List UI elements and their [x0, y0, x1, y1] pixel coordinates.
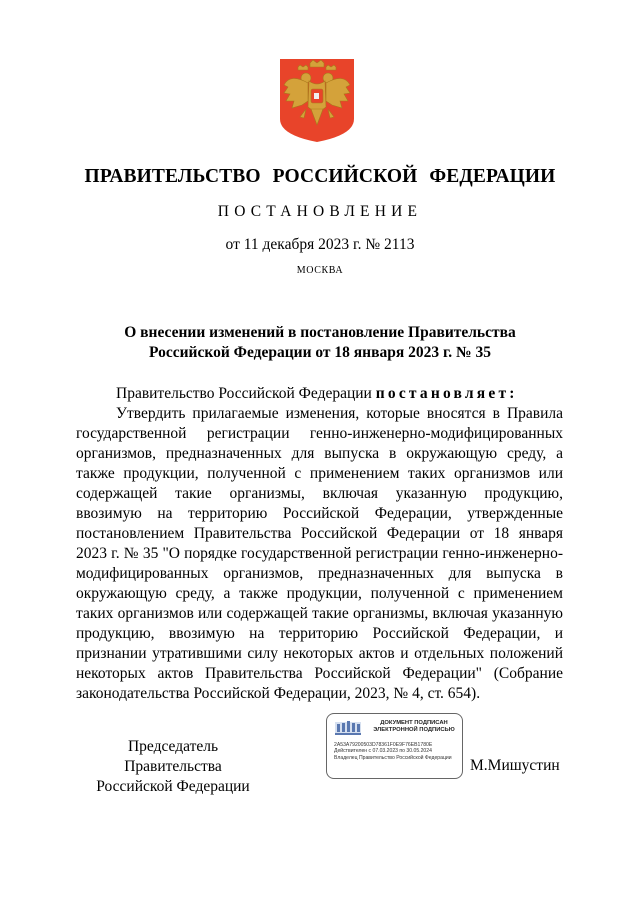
stamp-title-line-2: ЭЛЕКТРОННОЙ ПОДПИСЬЮ — [373, 727, 455, 733]
coat-of-arms-emblem — [276, 57, 358, 143]
stamp-title-line-1: ДОКУМЕНТ ПОДПИСАН — [380, 720, 448, 726]
document-type: ПОСТАНОВЛЕНИЕ — [217, 203, 423, 220]
intro-paragraph — [76, 384, 563, 404]
stamp-certificate: 2A53A79200503D78361F0E9F76EB1780E — [334, 742, 433, 748]
stamp-owner: Владелец Правительство Российской Федерации — [334, 754, 452, 761]
signer-position-line-1: Председатель Правительства — [124, 738, 222, 775]
stamp-info — [334, 742, 460, 761]
document-body — [76, 384, 563, 704]
subject-line-2: Российской Федерации от 18 января 2023 г. № 35 — [149, 344, 491, 361]
electronic-signature-stamp — [326, 713, 463, 779]
signer-position — [78, 737, 268, 797]
signer-name: М.Мишустин — [470, 757, 560, 774]
decrees-keyword: постановляет: — [375, 385, 518, 402]
document-date-number: от 11 декабря 2023 г. № 2113 — [225, 236, 415, 253]
document-subject — [0, 323, 640, 363]
intro-text: Правительство Российской Федерации — [116, 385, 372, 402]
document-city: МОСКВА — [296, 265, 344, 276]
stamp-title — [369, 720, 459, 734]
main-paragraph: Утвердить прилагаемые изменения, которые вносятся в Правила государственной регистрации генно-инженерно-модифицированных организмов, предназначенных для выпуска в окружающую среду, а также продукции, полученной с применением таких организмов или содержащей такие организмы, включая указанную продукцию, ввозимую на территорию Российской Федерации, утвержденные постановлением Правительства Российской Федерации от 18 января 2023 г. № 35 "О порядке государственной регистрации генно-инженерно-модифицированных организмов, предназначенных для выпуска в окружающую среду, а также продукции, полученной с применением таких организмов или содержащей такие организмы, включая указанную продукцию, ввозимую на территорию Российской Федерации, и признании утратившими силу некоторых актов и отдельных положений некоторых актов Правительства Российской Федерации" (Собрание законодательства Российской Федерации, 2023, № 4, ст. 654). — [76, 405, 563, 702]
signer-position-line-2: Российской Федерации — [96, 778, 250, 795]
subject-line-1: О внесении изменений в постановление Правительства — [124, 324, 516, 341]
organization-name: ПРАВИТЕЛЬСТВО РОССИЙСКОЙ ФЕДЕРАЦИИ — [84, 166, 556, 187]
government-building-icon — [333, 720, 363, 736]
stamp-validity: Действителен с 07.03.2023 по 30.05.2024 — [334, 748, 432, 755]
